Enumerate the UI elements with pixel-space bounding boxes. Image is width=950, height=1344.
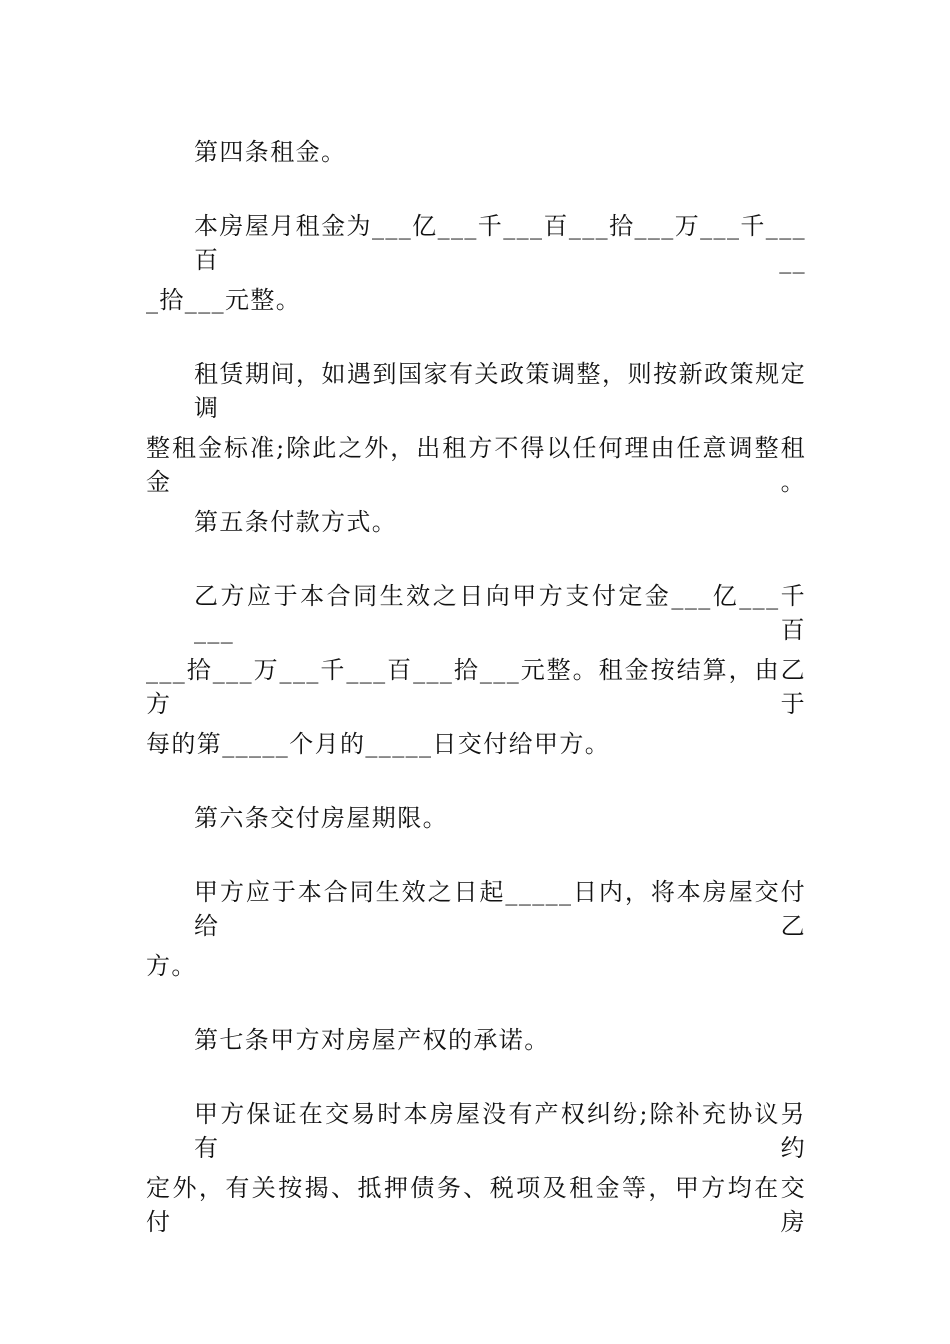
title-warranty-line-1: 甲方保证在交易时本房屋没有产权纠纷;除补充协议另有约 — [194, 1100, 806, 1162]
delivery-line-1: 甲方应于本合同生效之日起_____日内，将本房屋交付给乙 — [194, 878, 806, 940]
rent-adjustment-line-2: 整租金标准;除此之外，出租方不得以任何理由任意调整租金。 — [146, 434, 806, 496]
payment-line-3: 每的第_____个月的_____日交付给甲方。 — [146, 730, 611, 758]
article-7-heading: 第七条甲方对房屋产权的承诺。 — [194, 1026, 550, 1054]
title-warranty-line-2: 定外，有关按揭、抵押债务、税项及租金等，甲方均在交付房 — [146, 1174, 806, 1236]
article-6-heading: 第六条交付房屋期限。 — [194, 804, 448, 832]
rent-amount-line-2: _拾___元整。 — [146, 286, 302, 314]
rent-amount-line-1: 本房屋月租金为___亿___千___百___拾___万___千___百__ — [194, 212, 806, 274]
article-4-heading: 第四条租金。 — [194, 138, 347, 166]
payment-line-1: 乙方应于本合同生效之日向甲方支付定金___亿___千___百 — [194, 582, 806, 644]
delivery-line-2: 方。 — [146, 952, 197, 980]
payment-line-2: ___拾___万___千___百___拾___元整。租金按结算，由乙方于 — [146, 656, 806, 718]
article-5-heading: 第五条付款方式。 — [194, 508, 398, 536]
rent-adjustment-line-1: 租赁期间，如遇到国家有关政策调整，则按新政策规定调 — [194, 360, 806, 422]
